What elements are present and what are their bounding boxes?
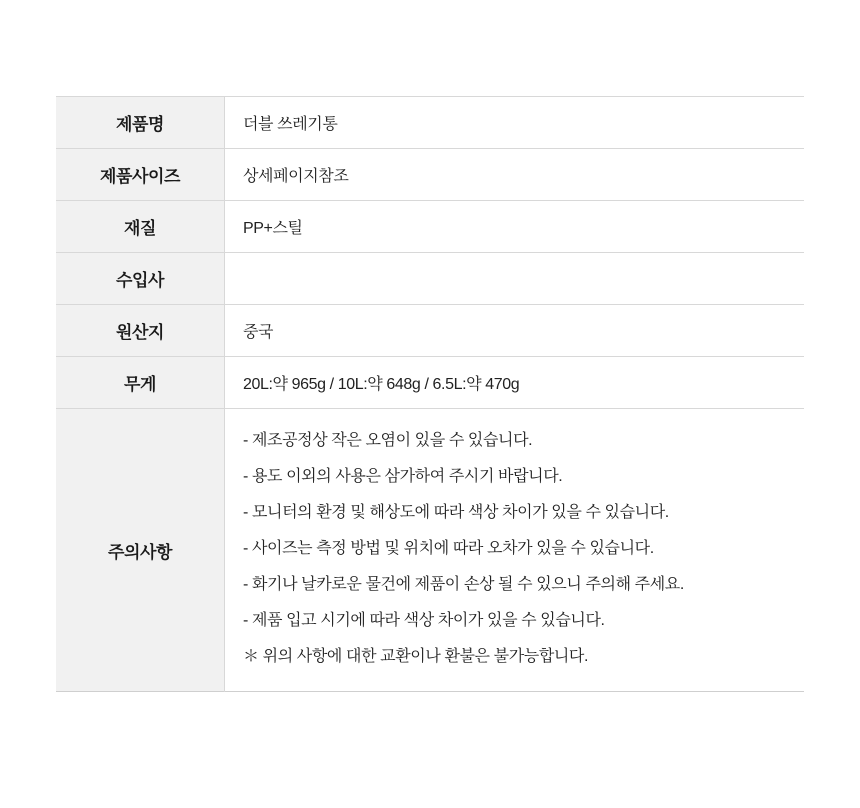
spec-label-material: 재질 — [56, 201, 225, 253]
product-spec-table — [56, 96, 804, 692]
table-row-notes — [56, 409, 804, 692]
table-row — [56, 305, 804, 357]
note-line: - 용도 이외의 사용은 삼가하여 주시기 바랍니다. — [243, 468, 563, 485]
note-line: ＊ 위의 사항에 대한 교환이나 환불은 불가능합니다. — [243, 648, 589, 665]
table-row — [56, 149, 804, 201]
spec-value-material: PP+스틸 — [225, 201, 805, 253]
spec-value-weight: 20L:약 965g / 10L:약 648g / 6.5L:약 470g — [225, 357, 805, 409]
spec-label-product-size: 제품사이즈 — [56, 149, 225, 201]
spec-label-product-name: 제품명 — [56, 97, 225, 149]
spec-value-origin: 중국 — [225, 305, 805, 357]
spec-label-precautions: 주의사항 — [56, 409, 225, 692]
spec-label-importer: 수입사 — [56, 253, 225, 305]
table-row — [56, 253, 804, 305]
note-line: - 사이즈는 측정 방법 및 위치에 따라 오차가 있을 수 있습니다. — [243, 540, 654, 557]
note-line: - 제품 입고 시기에 따라 색상 차이가 있을 수 있습니다. — [243, 612, 605, 629]
spec-value-product-name: 더블 쓰레기통 — [225, 97, 805, 149]
note-line: - 모니터의 환경 및 해상도에 따라 색상 차이가 있을 수 있습니다. — [243, 504, 669, 521]
table-row — [56, 97, 804, 149]
spec-label-origin: 원산지 — [56, 305, 225, 357]
spec-value-importer — [225, 253, 805, 305]
spec-value-precautions — [225, 409, 805, 692]
spec-value-product-size: 상세페이지참조 — [225, 149, 805, 201]
spec-label-weight: 무게 — [56, 357, 225, 409]
note-line: - 제조공정상 작은 오염이 있을 수 있습니다. — [243, 432, 533, 449]
table-row — [56, 201, 804, 253]
table-row — [56, 357, 804, 409]
note-line: - 화기나 날카로운 물건에 제품이 손상 될 수 있으니 주의해 주세요. — [243, 576, 684, 593]
